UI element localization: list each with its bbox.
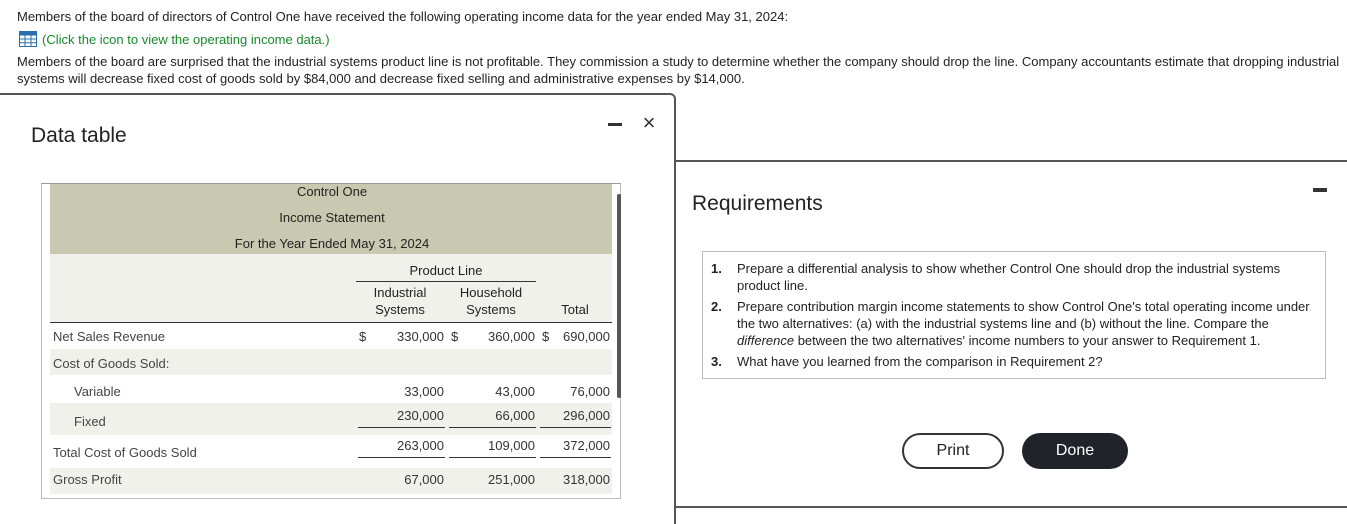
row-label-cogs: Cost of Goods Sold:	[53, 356, 170, 371]
net-sales-household: 360,000	[488, 329, 535, 344]
requirement-number: 3.	[711, 354, 722, 369]
row-label-variable: Variable	[74, 384, 121, 399]
row-label-total-cogs: Total Cost of Goods Sold	[53, 445, 197, 460]
requirement-number: 2.	[711, 299, 722, 314]
statement-name: Income Statement	[279, 210, 385, 225]
row-label-gross-profit: Gross Profit	[53, 472, 122, 487]
requirement-text: Prepare a differential analysis to show whether Control One should drop the industrial systems product line.	[737, 261, 1281, 293]
col-total: Total	[561, 302, 589, 317]
col-industrial-line1: Industrial	[373, 285, 427, 300]
subtotal-underline	[540, 427, 611, 428]
print-button[interactable]: Print	[902, 433, 1004, 469]
product-line-header: Product Line	[409, 263, 483, 278]
data-table-window	[0, 93, 676, 524]
product-line-underline	[356, 281, 536, 282]
gross-profit-total: 318,000	[563, 472, 610, 487]
subtotal-underline	[358, 427, 445, 428]
row-label-net-sales: Net Sales Revenue	[53, 329, 166, 344]
subtotal-underline	[449, 457, 536, 458]
col-industrial-line2: Systems	[375, 302, 425, 317]
minimize-icon[interactable]	[606, 113, 624, 129]
done-button[interactable]: Done	[1022, 433, 1128, 469]
company-name: Control One	[296, 184, 368, 199]
gross-profit-household: 251,000	[488, 472, 535, 487]
operating-data-link-text[interactable]: (Click the icon to view the operating income data.)	[42, 31, 330, 47]
operating-data-link[interactable]	[19, 31, 330, 47]
table-scrollbar[interactable]	[617, 194, 621, 398]
minimize-icon[interactable]	[1313, 188, 1327, 192]
total-cogs-industrial: 263,000	[397, 438, 444, 453]
requirements-panel	[676, 160, 1347, 508]
requirement-text: What have you learned from the comparison in Requirement 2?	[737, 354, 1103, 369]
total-cogs-total: 372,000	[563, 438, 610, 453]
requirements-list	[702, 251, 1326, 379]
list-item	[711, 353, 1315, 370]
requirement-text	[737, 298, 1315, 349]
row-label-fixed: Fixed	[74, 414, 106, 429]
variable-household: 43,000	[495, 384, 535, 399]
subtotal-underline	[358, 457, 445, 458]
list-item	[711, 298, 1315, 349]
intro-text-line3: Members of the board are surprised that the industrial systems product line is not profitable. They commission a study to determine whether the company should drop the line. Company accountants estimate that dropping industrial systems will decrease fixed cost of goods sold by $84,000 and decrease fixed selling and administrative expenses by $14,000.	[17, 54, 1340, 86]
requirement-number: 1.	[711, 261, 722, 276]
gross-profit-industrial: 67,000	[404, 472, 444, 487]
subtotal-underline	[449, 427, 536, 428]
requirement-text-part: between the two alternatives' income numbers to your answer to Requirement 1.	[794, 333, 1261, 348]
dollar-sign: $	[359, 329, 367, 344]
dollar-sign: $	[542, 329, 550, 344]
requirement-text-part: Prepare contribution margin income statements to show Control One's total operating income under the two alternatives: (a) with the industrial systems line and (b) without the line. Compare the	[737, 299, 1310, 331]
fixed-total: 296,000	[563, 408, 610, 423]
dollar-sign: $	[451, 329, 459, 344]
data-table-title: Data table	[31, 124, 127, 147]
requirement-emphasis: difference	[737, 333, 795, 348]
close-icon[interactable]: ×	[642, 110, 656, 135]
income-statement	[41, 183, 621, 499]
table-icon[interactable]	[19, 31, 37, 47]
total-cogs-household: 109,000	[488, 438, 535, 453]
subtotal-underline	[540, 457, 611, 458]
variable-total: 76,000	[570, 384, 610, 399]
fixed-household: 66,000	[495, 408, 535, 423]
intro-text-line1: Members of the board of directors of Control One have received the following operating income data for the year ended May 31, 2024:	[17, 9, 789, 24]
net-sales-total: 690,000	[563, 329, 610, 344]
requirements-title: Requirements	[692, 192, 823, 215]
variable-industrial: 33,000	[404, 384, 444, 399]
col-household-line2: Systems	[466, 302, 516, 317]
net-sales-industrial: 330,000	[397, 329, 444, 344]
fixed-industrial: 230,000	[397, 408, 444, 423]
list-item	[711, 260, 1315, 294]
col-household-line1: Household	[459, 285, 523, 300]
statement-period: For the Year Ended May 31, 2024	[234, 236, 430, 251]
